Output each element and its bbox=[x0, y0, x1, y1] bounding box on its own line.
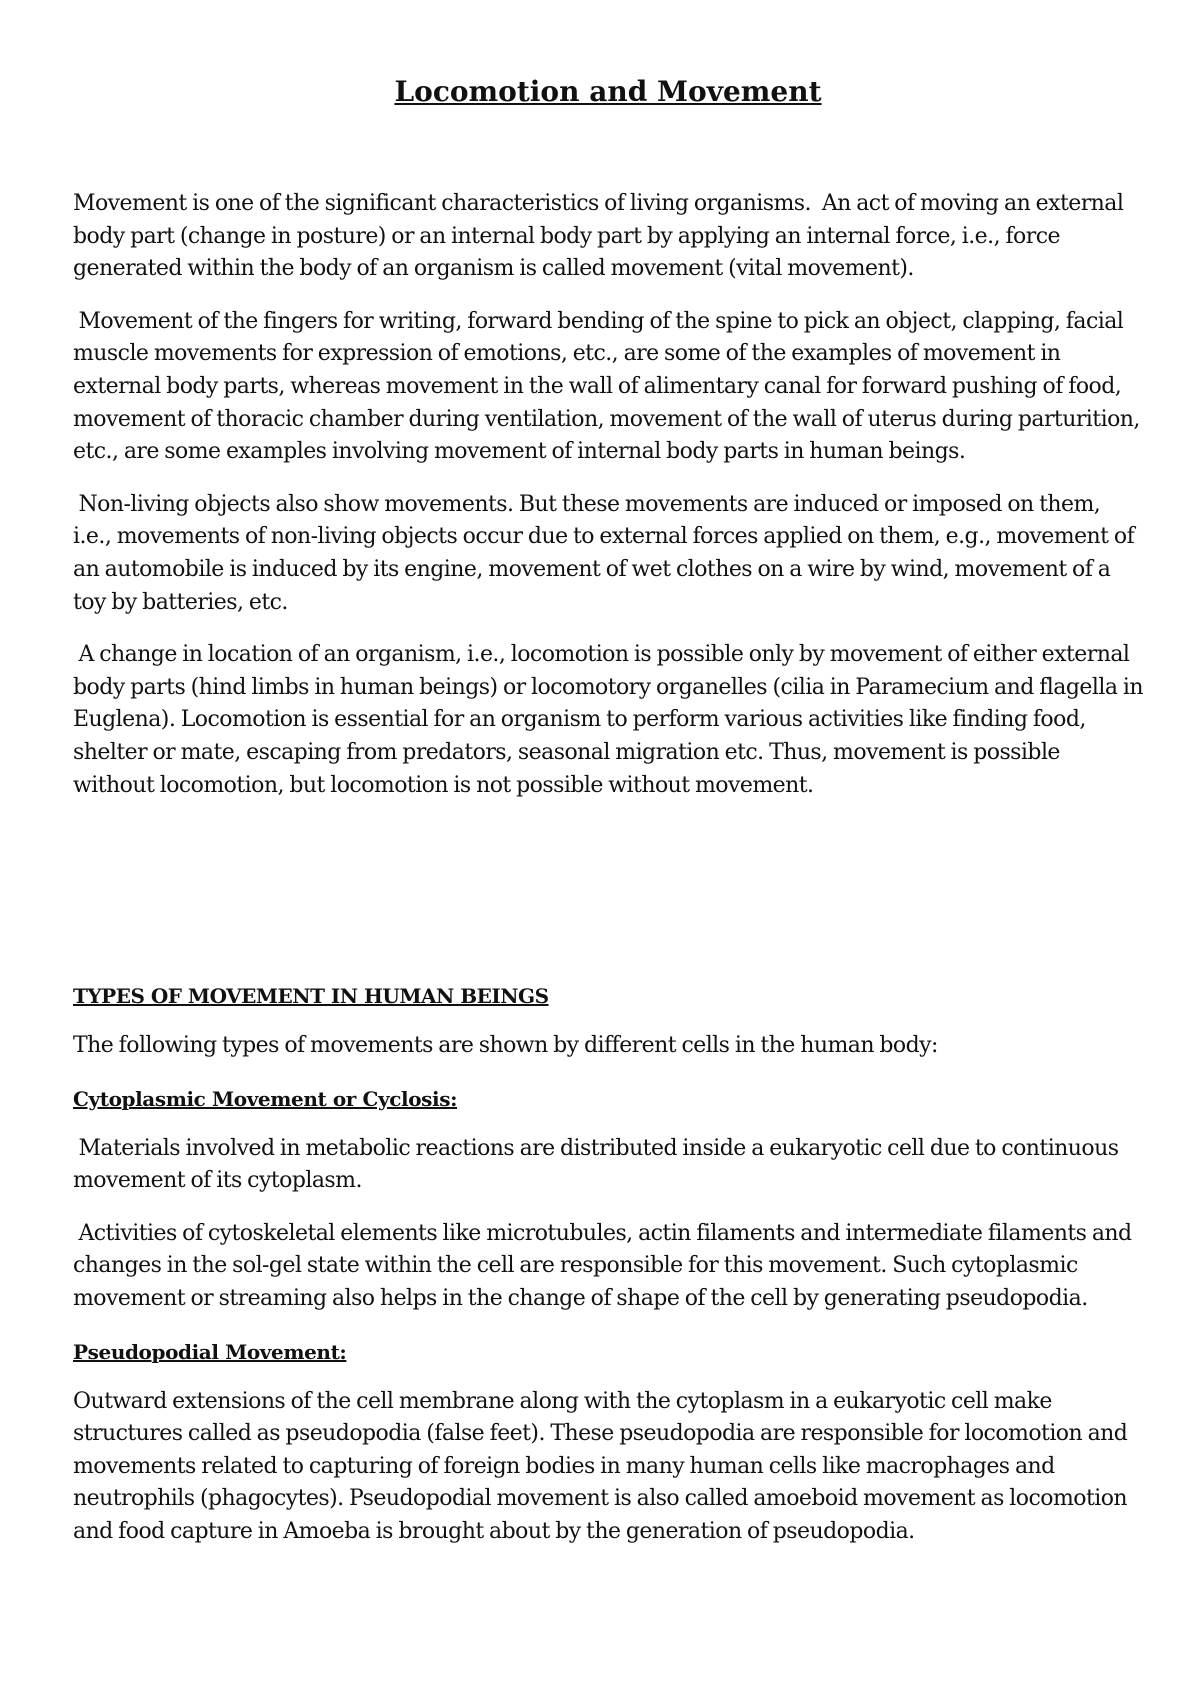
pseudopodial-paragraph-1: Outward extensions of the cell membrane along with the cytoplasm in a eukaryotic cell make structures called as pseudopodia (false feet). These pseudopodia are responsible for locomotion and movements related to capturing of foreign bodies in many human cells like macrophages and neutrophils (phagocytes). Pseudopodial movement is also called amoeboid movement as locomotion and food capture in Amoeba is brought about by the generation of pseudopodia. bbox=[73, 1388, 1128, 1544]
intro-paragraph-1: Movement is one of the significant characteristics of living organisms. An act of moving an external body part (change in posture) or an internal body part by applying an internal force, i.e., force generated within the body of an organism is called movement (vital movement). bbox=[73, 191, 1129, 282]
intro-paragraph-2: Movement of the fingers for writing, forward bending of the spine to pick an object, clapping, facial muscle movements for expression of emotions, etc., are some of the examples of movement in external body parts, whereas movement in the wall of alimentary canal for forward pushing of food, movement of thoracic chamber during ventilation, movement of the wall of uterus during parturition, etc., are some examples involving movement of internal body parts in human beings. bbox=[73, 308, 1146, 465]
intro-paragraph-4: A change in location of an organism, i.e., locomotion is possible only by movement of either external body parts (hind limbs in human beings) or locomotory organelles (cilia in Paramecium and flagella in Euglena). Locomotion is essential for an organism to perform various activities like finding food, shelter or mate, escaping from predators, seasonal migration etc. Thus, movement is possible without locomotion, but locomotion is not possible without movement. bbox=[73, 642, 1149, 798]
types-heading: TYPES OF MOVEMENT IN HUMAN BEINGS bbox=[73, 984, 549, 1008]
cytoplasmic-paragraph-1: Materials involved in metabolic reactions are distributed inside a eukaryotic cell due to continuous movement of its cytoplasm. bbox=[73, 1135, 1124, 1194]
types-section bbox=[73, 980, 1143, 1569]
cytoplasmic-paragraph-2: Activities of cytoskeletal elements like microtubules, actin filaments and intermediate filaments and changes in the sol-gel state within the cell are responsible for this movement. Such cytoplasmic movement or streaming also helps in the change of shape of the cell by generating pseudopodia. bbox=[73, 1220, 1137, 1311]
page-title: Locomotion and Movement bbox=[394, 75, 822, 108]
intro-section bbox=[73, 188, 1149, 822]
cytoplasmic-heading: Cytoplasmic Movement or Cyclosis: bbox=[73, 1086, 458, 1111]
types-intro: The following types of movements are shown by different cells in the human body: bbox=[73, 1033, 938, 1058]
intro-paragraph-3: Non-living objects also show movements. But these movements are induced or imposed on them, i.e., movements of non-living objects occur due to external forces applied on them, e.g., movement of an automobile is induced by its engine, movement of wet clothes on a wire by wind, movement of a toy by batteries, etc. bbox=[73, 491, 1140, 615]
pseudopodial-heading: Pseudopodial Movement: bbox=[73, 1339, 347, 1364]
